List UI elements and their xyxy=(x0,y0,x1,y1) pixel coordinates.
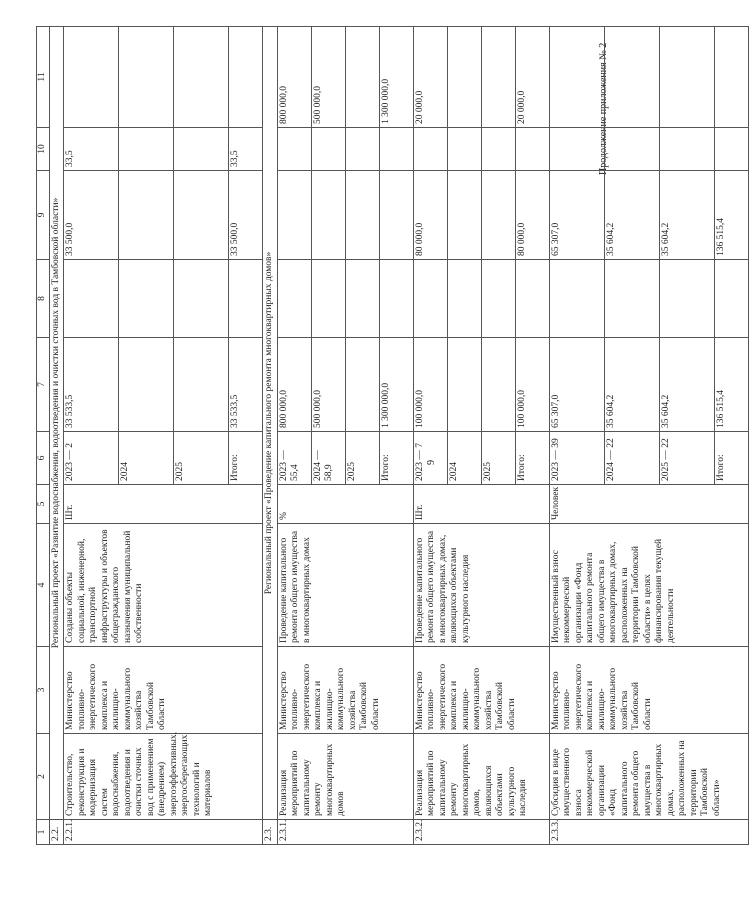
total-other xyxy=(229,27,263,128)
measure-unit: Шт. xyxy=(413,485,549,524)
measure-executor: Министерство топливно-энергетического комплекса и жилищно-коммунального хозяйства Тамбовской области xyxy=(277,647,413,734)
total-amount: 33 533,5 xyxy=(229,338,263,432)
amount-federal xyxy=(277,260,311,338)
year-value: 2023 — 2 xyxy=(64,432,119,485)
measure-unit: Шт. xyxy=(64,485,263,524)
section-title: Региональный проект «Развитие водоснабжения, водоотведения и очистки сточных вод в Тамбовской области» xyxy=(49,27,64,820)
total-other xyxy=(714,27,748,128)
total-other: 1 300 000,0 xyxy=(379,27,413,128)
total-federal xyxy=(229,260,263,338)
total-label: Итого: xyxy=(229,432,263,485)
measure-executor: Министерство топливно-энергетического комплекса и жилищно-коммунального хозяйства Тамбовской области xyxy=(549,647,748,734)
amount-federal xyxy=(604,260,659,338)
table-row xyxy=(277,27,311,845)
amount-total: 800 000,0 xyxy=(277,338,311,432)
section-title: Региональный проект «Проведение капитального ремонта многоквартирных домов» xyxy=(263,27,278,820)
amount-total xyxy=(481,338,515,432)
total-amount: 136 515,4 xyxy=(714,338,748,432)
amount-local xyxy=(481,128,515,171)
col-header-2: 2 xyxy=(37,734,50,820)
total-regional: 80 000,0 xyxy=(515,171,549,260)
amount-federal xyxy=(481,260,515,338)
total-amount: 100 000,0 xyxy=(515,338,549,432)
section-number: 2.3. xyxy=(263,820,278,845)
header-row xyxy=(37,27,50,845)
amount-local xyxy=(549,128,604,171)
amount-regional: 80 000,0 xyxy=(413,171,447,260)
year-value: 2025 xyxy=(481,432,515,485)
col-header-7: 7 xyxy=(37,338,50,432)
total-local xyxy=(379,128,413,171)
amount-other xyxy=(64,27,119,128)
amount-other: 500 000,0 xyxy=(311,27,345,128)
year-value: 2024 xyxy=(447,432,481,485)
section-number: 2.2. xyxy=(49,820,64,845)
amount-other xyxy=(481,27,515,128)
measure-name: Реализация мероприятий по капитальному ремонту многоквартирных домов xyxy=(277,734,413,820)
amount-federal xyxy=(549,260,604,338)
total-local: 33,5 xyxy=(229,128,263,171)
total-federal xyxy=(714,260,748,338)
amount-local xyxy=(659,128,714,171)
total-label: Итого: xyxy=(515,432,549,485)
amount-local xyxy=(345,128,379,171)
amount-regional xyxy=(119,171,174,260)
amount-other xyxy=(549,27,604,128)
table-row xyxy=(549,27,604,845)
total-other: 20 000,0 xyxy=(515,27,549,128)
total-federal xyxy=(515,260,549,338)
col-header-11: 11 xyxy=(37,27,50,128)
year-value: 2025 xyxy=(174,432,229,485)
amount-other xyxy=(174,27,229,128)
measure-result: Проведение капитального ремонта общего имущества в многоквартирных домах, являющихся объектами культурного наследия xyxy=(413,524,549,647)
year-value: 2025 xyxy=(345,432,379,485)
year-value: 2024 — 22 xyxy=(604,432,659,485)
amount-federal xyxy=(311,260,345,338)
amount-other xyxy=(119,27,174,128)
amount-regional xyxy=(174,171,229,260)
amount-local xyxy=(447,128,481,171)
amount-other xyxy=(659,27,714,128)
measure-number: 2.3.3. xyxy=(549,820,748,845)
amount-regional xyxy=(481,171,515,260)
amount-regional xyxy=(447,171,481,260)
amount-total: 100 000,0 xyxy=(413,338,447,432)
total-regional xyxy=(379,171,413,260)
amount-regional xyxy=(345,171,379,260)
measure-name: Реализация мероприятий по капитальному ремонту многоквартирных домов, являющихся объектами культурного наследия xyxy=(413,734,549,820)
year-value: 2024 xyxy=(119,432,174,485)
amount-local xyxy=(311,128,345,171)
measure-result: Имущественный взнос некоммерческой организации «Фонд капитального ремонта общего имущества в многоквартирных домах, расположенных на территории Тамбовской области» в целях финансирования текущей деятельности xyxy=(549,524,748,647)
col-header-3: 3 xyxy=(37,647,50,734)
amount-federal xyxy=(413,260,447,338)
amount-total: 33 533,5 xyxy=(64,338,119,432)
year-value: 2023 — 55,4 xyxy=(277,432,311,485)
amount-other xyxy=(447,27,481,128)
amount-local: 33,5 xyxy=(64,128,119,171)
table-row xyxy=(64,27,119,845)
measure-number: 2.3.2. xyxy=(413,820,549,845)
year-value: 2023 — 7 xyxy=(413,432,447,485)
amount-federal xyxy=(447,260,481,338)
section-row xyxy=(263,27,278,845)
measure-name: Строительство, реконструкция и модернизация систем водоснабжения, водоотведения и очистки сточных вод с применением (внедрением) энергоэффективных, энергосберегающих технологий и материалов xyxy=(64,734,263,820)
amount-federal xyxy=(659,260,714,338)
amount-local xyxy=(604,128,659,171)
amount-total xyxy=(174,338,229,432)
amount-regional xyxy=(311,171,345,260)
amount-total xyxy=(119,338,174,432)
amount-total xyxy=(345,338,379,432)
col-header-4: 4 xyxy=(37,524,50,647)
amount-federal xyxy=(119,260,174,338)
amount-local xyxy=(277,128,311,171)
col-header-9: 9 xyxy=(37,171,50,260)
measure-name: Субсидия в виде имущественного взноса некоммерческой организации «Фонд капитального ремонта общего имущества в многоквартирных домах, расположенных на территории Тамбовской области» xyxy=(549,734,748,820)
page-number: 9 xyxy=(426,460,437,465)
measures-table xyxy=(36,26,749,845)
amount-total xyxy=(447,338,481,432)
measure-unit: Человек xyxy=(549,485,748,524)
measure-result: Проведение капитального ремонта общего имущества в многоквартирных домах xyxy=(277,524,413,647)
amount-regional: 33 500,0 xyxy=(64,171,119,260)
measure-unit: % xyxy=(277,485,413,524)
amount-total: 500 000,0 xyxy=(311,338,345,432)
measure-executor: Министерство топливно-энергетического комплекса и жилищно-коммунального хозяйства Тамбовской области xyxy=(64,647,263,734)
amount-other xyxy=(604,27,659,128)
amount-federal xyxy=(174,260,229,338)
col-header-5: 5 xyxy=(37,485,50,524)
appendix-caption: Продолжение приложения № 2 xyxy=(598,42,609,175)
col-header-1: 1 xyxy=(37,820,50,845)
year-value: 2023 — 39 xyxy=(549,432,604,485)
amount-total: 65 307,0 xyxy=(549,338,604,432)
total-federal xyxy=(379,260,413,338)
total-label: Итого: xyxy=(714,432,748,485)
total-label: Итого: xyxy=(379,432,413,485)
col-header-8: 8 xyxy=(37,260,50,338)
measure-number: 2.3.1. xyxy=(277,820,413,845)
col-header-10: 10 xyxy=(37,128,50,171)
amount-other: 800 000,0 xyxy=(277,27,311,128)
amount-federal xyxy=(64,260,119,338)
amount-regional: 35 604,2 xyxy=(659,171,714,260)
measure-executor: Министерство топливно-энергетического комплекса и жилищно-коммунального хозяйства Тамбовской области xyxy=(413,647,549,734)
amount-local xyxy=(174,128,229,171)
measure-number: 2.2.1. xyxy=(64,820,263,845)
year-value: 2025 — 22 xyxy=(659,432,714,485)
amount-total: 35 604,2 xyxy=(659,338,714,432)
total-amount: 1 300 000,0 xyxy=(379,338,413,432)
section-row xyxy=(49,27,64,845)
table-row xyxy=(413,27,447,845)
total-regional: 33 500,0 xyxy=(229,171,263,260)
amount-regional: 35 604,2 xyxy=(604,171,659,260)
amount-other xyxy=(345,27,379,128)
amount-federal xyxy=(345,260,379,338)
amount-local xyxy=(413,128,447,171)
amount-regional xyxy=(277,171,311,260)
total-local xyxy=(515,128,549,171)
amount-other: 20 000,0 xyxy=(413,27,447,128)
amount-regional: 65 307,0 xyxy=(549,171,604,260)
total-local xyxy=(714,128,748,171)
total-regional: 136 515,4 xyxy=(714,171,748,260)
amount-local xyxy=(119,128,174,171)
year-value: 2024 — 58,9 xyxy=(311,432,345,485)
col-header-6: 6 xyxy=(37,432,50,485)
amount-total: 35 604,2 xyxy=(604,338,659,432)
measure-result: Созданы объекты социальной, инженерной, транспортной инфраструктуры и объектов общегражданского назначения муниципальной собственности xyxy=(64,524,263,647)
